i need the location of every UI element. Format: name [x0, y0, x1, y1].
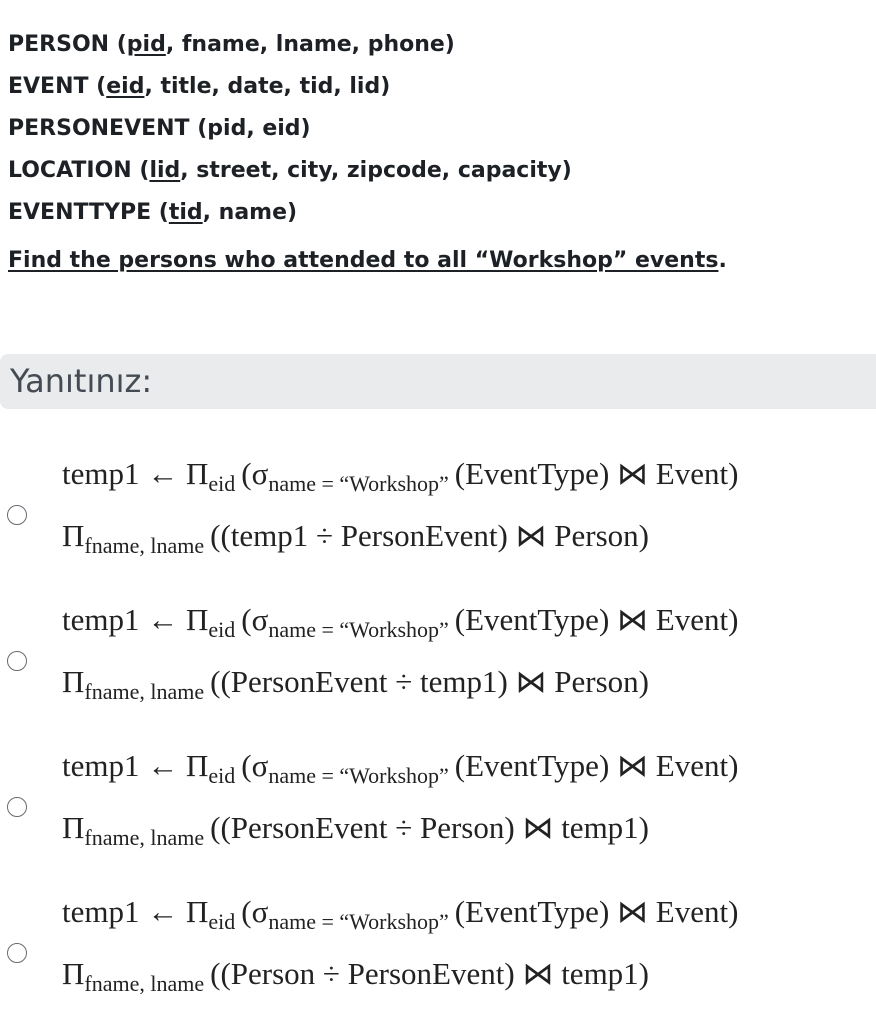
assign-projection: temp1 ← Π — [62, 456, 209, 491]
schema-personevent — [8, 108, 572, 150]
selection-condition: name = “Workshop” — [268, 909, 449, 934]
expression-line-1 — [62, 456, 739, 496]
question-text — [8, 248, 727, 273]
relation-name: EVENT — [8, 74, 89, 99]
answer-option-3[interactable] — [0, 744, 876, 854]
join-expression: (EventType) ⋈ Event) — [454, 602, 739, 637]
attributes: , title, date, tid, lid) — [144, 74, 391, 99]
radio-button[interactable] — [7, 505, 27, 525]
projection-symbol: Π — [62, 664, 85, 699]
projection-subscript: fname, lname — [84, 533, 205, 558]
relation-name: PERSONEVENT — [8, 116, 190, 141]
expression-line-1 — [62, 602, 739, 642]
projection-symbol: Π — [62, 518, 85, 553]
relation-name: LOCATION — [8, 158, 132, 183]
assign-projection: temp1 ← Π — [62, 894, 209, 929]
expression-line-2 — [62, 518, 649, 558]
schema-person: PERSON (pid, fname, lname, phone) — [8, 32, 455, 57]
attributes: (pid, eid) — [197, 116, 311, 141]
division-expression: ((temp1 ÷ PersonEvent) ⋈ Person) — [210, 518, 649, 553]
projection-subscript: eid — [208, 617, 236, 642]
selection-condition: name = “Workshop” — [268, 471, 449, 496]
attributes: , name) — [202, 200, 298, 225]
selection-symbol: (σ — [241, 456, 269, 491]
assign-projection: temp1 ← Π — [62, 602, 209, 637]
primary-key: tid — [168, 200, 203, 225]
schema-event: EVENT (eid, title, date, tid, lid) — [8, 74, 391, 99]
join-expression: (EventType) ⋈ Event) — [454, 456, 739, 491]
join-expression: (EventType) ⋈ Event) — [454, 894, 739, 929]
expression-line-2 — [62, 810, 649, 850]
projection-subscript: eid — [208, 909, 236, 934]
division-expression: ((PersonEvent ÷ temp1) ⋈ Person) — [210, 664, 649, 699]
selection-condition: name = “Workshop” — [268, 617, 449, 642]
schema-location: LOCATION (lid, street, city, zipcode, capacity) — [8, 158, 572, 183]
selection-symbol: (σ — [241, 602, 269, 637]
answer-option-1[interactable] — [0, 452, 876, 562]
relation-name: PERSON — [8, 32, 110, 57]
question-statement: Find the persons who attended to all “Workshop” events — [8, 248, 719, 273]
primary-key: pid — [126, 32, 166, 57]
radio-button[interactable] — [7, 651, 27, 671]
answer-label: Yanıtınız: — [10, 362, 153, 400]
projection-subscript: fname, lname — [84, 971, 205, 996]
expression-line-2 — [62, 956, 649, 996]
projection-subscript: eid — [208, 471, 236, 496]
answer-option-2[interactable] — [0, 598, 876, 708]
answer-header — [0, 354, 876, 409]
question-period: . — [718, 248, 727, 273]
projection-subscript: eid — [208, 763, 236, 788]
division-expression: ((PersonEvent ÷ Person) ⋈ temp1) — [210, 810, 649, 845]
assign-projection: temp1 ← Π — [62, 748, 209, 783]
projection-symbol: Π — [62, 956, 85, 991]
selection-condition: name = “Workshop” — [268, 763, 449, 788]
selection-symbol: (σ — [241, 894, 269, 929]
expression-line-1 — [62, 748, 739, 788]
expression-line-1 — [62, 894, 739, 934]
expression-line-2 — [62, 664, 649, 704]
join-expression: (EventType) ⋈ Event) — [454, 748, 739, 783]
division-expression: ((Person ÷ PersonEvent) ⋈ temp1) — [210, 956, 649, 991]
attributes: , fname, lname, phone) — [165, 32, 455, 57]
projection-symbol: Π — [62, 810, 85, 845]
radio-button[interactable] — [7, 943, 27, 963]
primary-key: eid — [106, 74, 145, 99]
schema-definition — [8, 24, 572, 234]
attributes: , street, city, zipcode, capacity) — [180, 158, 572, 183]
schema-eventtype: EVENTTYPE (tid, name) — [8, 200, 298, 225]
primary-key: lid — [149, 158, 181, 183]
answer-option-4[interactable] — [0, 890, 876, 1000]
projection-subscript: fname, lname — [84, 825, 205, 850]
projection-subscript: fname, lname — [84, 679, 205, 704]
relation-name: EVENTTYPE — [8, 200, 152, 225]
radio-button[interactable] — [7, 797, 27, 817]
selection-symbol: (σ — [241, 748, 269, 783]
